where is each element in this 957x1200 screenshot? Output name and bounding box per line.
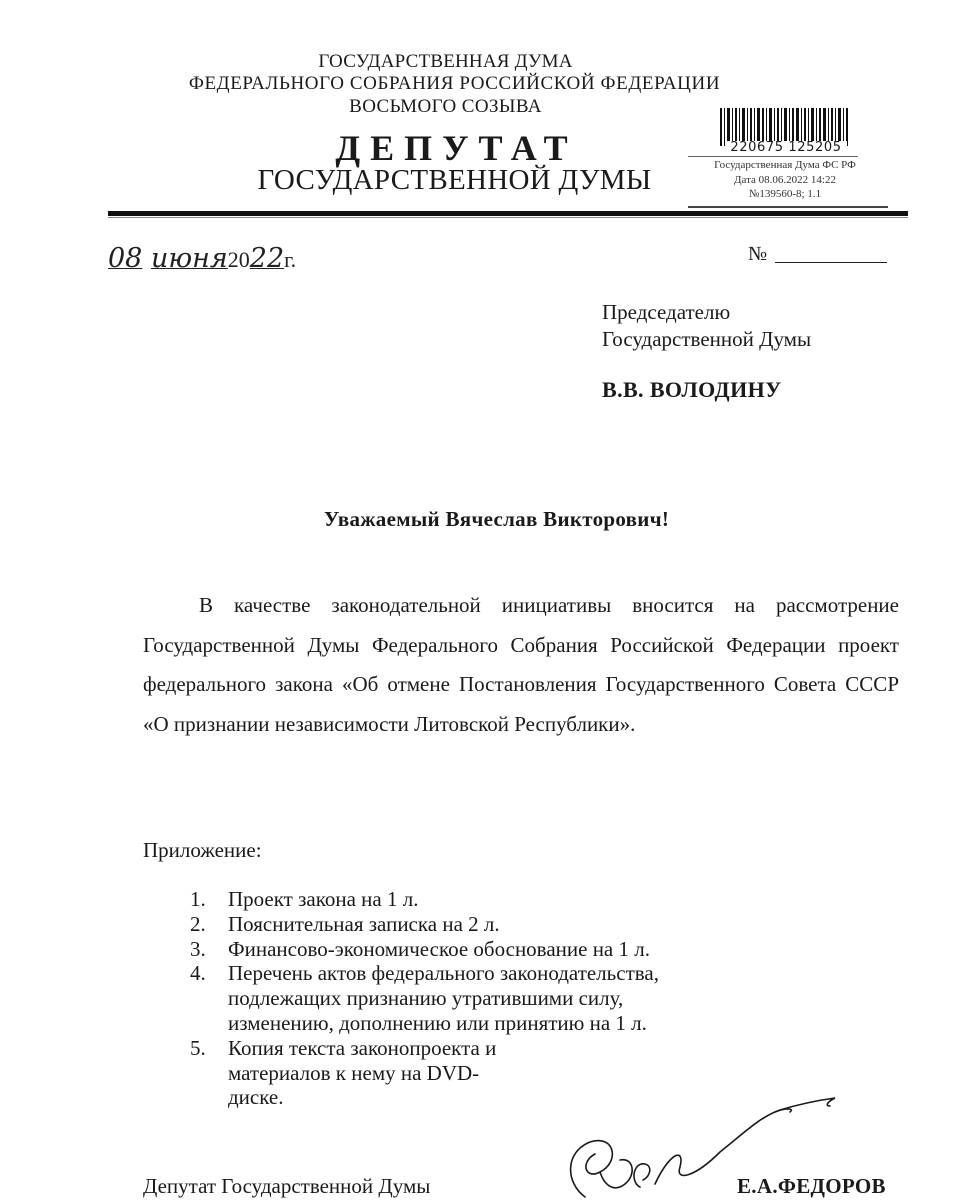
appendix-item-number: 4. <box>190 961 206 986</box>
handwritten-date <box>108 243 296 274</box>
appendix-item-text: Финансово-экономическое обоснование на 1 л. <box>228 936 650 961</box>
appendix-item-number: 3. <box>190 936 206 961</box>
date-month: июня <box>150 243 228 274</box>
letter-body: В качестве законодательной инициативы вносится на рассмотрение Государственной Думы Федерального Собрания Российской Федерации проект федерального закона «Об отмене Постановления Государственного Совета СССР «О признании независимости Литовской Республики». <box>143 593 899 736</box>
addressee-position-1: Председателю <box>602 300 731 324</box>
appendix-item-number: 2. <box>190 911 206 936</box>
appendix-item-number: 1. <box>190 887 206 911</box>
addressee-position-2: Государственной Думы <box>602 327 812 351</box>
stamp-divider <box>688 156 858 157</box>
letterhead-rule-thin <box>108 217 908 218</box>
appendix-item-text: Проект закона на 1 л. <box>228 887 419 911</box>
stamp-date: Дата 08.06.2022 14:22 <box>734 174 836 186</box>
appendix-item-text: Пояснительная записка на 2 л. <box>228 911 500 936</box>
signer-role: Депутат Государственной Думы <box>143 1174 431 1198</box>
date-year-prefix: 20 <box>227 247 250 272</box>
appendix-item <box>190 887 750 912</box>
date-year-suffix: 22 <box>249 243 285 274</box>
date-day: 08 <box>108 243 143 274</box>
appendix-item-number: 5. <box>190 1035 206 1060</box>
letterhead-subtitle: ГОСУДАРСТВЕННОЙ ДУМЫ <box>257 164 652 196</box>
date-suffix: г. <box>284 247 297 272</box>
stamp-number: №139560-8; 1.1 <box>748 188 822 200</box>
barcode-number: 220675 125205 <box>725 141 847 154</box>
letterhead-line-3: ВОСЬМОГО СОЗЫВА <box>349 96 542 117</box>
letterhead-rule <box>108 211 908 216</box>
appendix-item <box>190 912 750 937</box>
outgoing-number-label: № <box>748 243 768 265</box>
stamp-bottom-rule <box>688 206 888 208</box>
appendix-item-text: Копия текста законопроекта и материалов к нему на DVD-диске. <box>228 1035 497 1110</box>
appendix-list <box>190 887 750 1110</box>
stamp-organization: Государственная Дума ФС РФ <box>714 159 856 171</box>
appendix-item <box>190 1036 528 1110</box>
outgoing-number-blank <box>775 262 887 263</box>
letterhead-line-1: ГОСУДАРСТВЕННАЯ ДУМА <box>318 51 573 72</box>
appendix-item <box>190 961 698 1035</box>
appendix-item <box>190 937 750 962</box>
letterhead-title: ДЕПУТАТ <box>335 128 578 168</box>
appendix-label: Приложение: <box>143 838 262 862</box>
salutation: Уважаемый Вячеслав Викторович! <box>323 507 670 531</box>
addressee-name: В.В. ВОЛОДИНУ <box>602 377 782 402</box>
appendix-item-text: Перечень актов федерального законодательства, подлежащих признанию утратившими силу, изменению, дополнению или принятию на 1 л. <box>228 961 659 1035</box>
letterhead-line-2: ФЕДЕРАЛЬНОГО СОБРАНИЯ РОССИЙСКОЙ ФЕДЕРАЦИИ <box>188 73 721 94</box>
signer-name: Е.А.ФЕДОРОВ <box>737 1174 886 1198</box>
